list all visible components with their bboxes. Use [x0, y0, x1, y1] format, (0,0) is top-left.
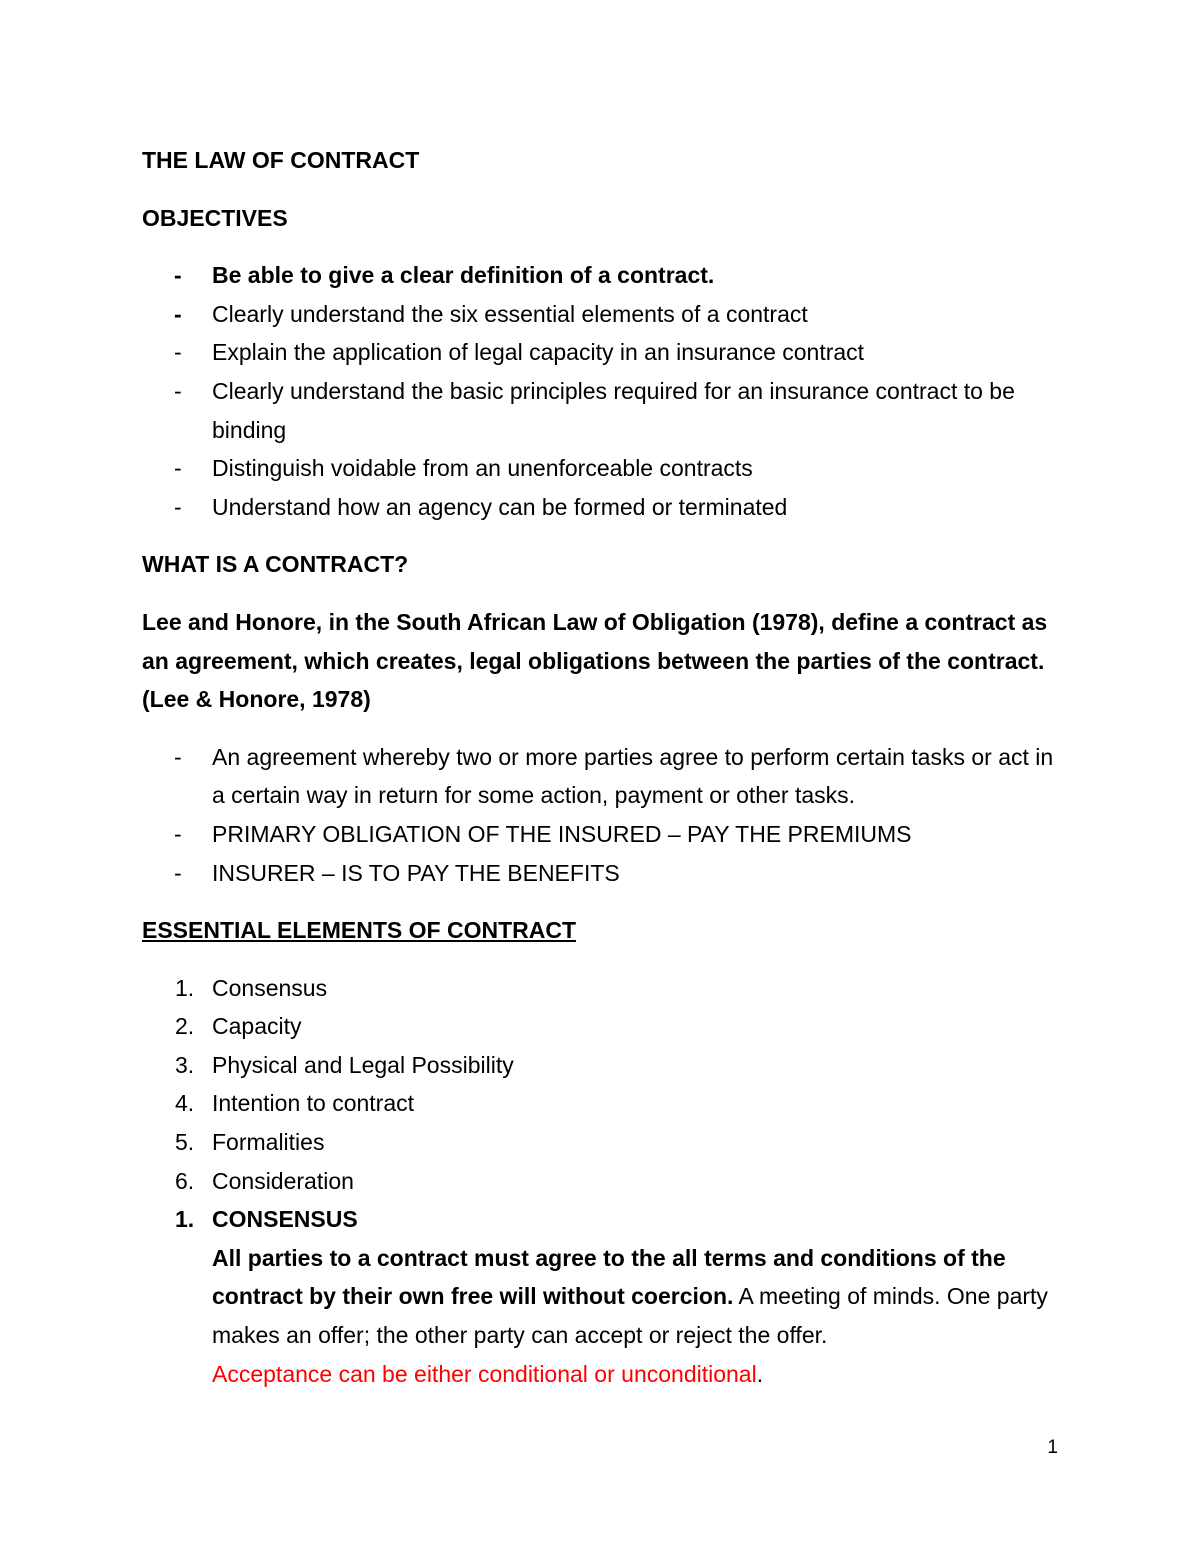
list-item — [142, 1007, 1062, 1046]
list-item — [142, 333, 1062, 372]
list-item — [142, 738, 1062, 815]
objective-text: Clearly understand the basic principles required for an insurance contract to be binding — [212, 377, 1015, 443]
dash-marker: - — [174, 377, 182, 404]
essential-elements-heading: ESSENTIAL ELEMENTS OF CONTRACT — [142, 917, 577, 944]
what-is-contract-heading: WHAT IS A CONTRACT? — [142, 551, 409, 578]
list-item — [142, 815, 1062, 854]
consensus-end-text: . — [756, 1360, 764, 1387]
element-text: Consensus — [212, 974, 328, 1001]
element-text: Intention to contract — [212, 1090, 415, 1117]
consensus-red-text: Acceptance can be either conditional or unconditional — [212, 1360, 757, 1387]
consensus-heading: CONSENSUS — [212, 1206, 358, 1233]
objectives-list — [142, 256, 1062, 526]
list-item — [142, 1123, 1062, 1162]
consensus-normal-text: A meeting of minds. One party makes an offer; the other party can accept or reject the offer. — [212, 1283, 1048, 1349]
dash-marker: - — [174, 820, 182, 847]
document-title: THE LAW OF CONTRACT — [142, 147, 420, 173]
consensus-body — [212, 1239, 1062, 1393]
number-marker: 2. — [175, 1013, 195, 1040]
list-item — [142, 1162, 1062, 1201]
objective-text: Explain the application of legal capacity in an insurance contract — [212, 339, 865, 366]
page-number: 1 — [1047, 1437, 1058, 1458]
objective-text: Clearly understand the six essential elements of a contract — [212, 300, 808, 327]
point-text: PRIMARY OBLIGATION OF THE INSURED – PAY THE PREMIUMS — [212, 820, 912, 847]
contract-definition: Lee and Honore, in the South African Law of Obligation (1978), define a contract as an agreement, which creates, legal obligations between the parties of the contract. (Lee & Honore, 1978) — [142, 608, 1048, 713]
list-item — [142, 854, 1062, 893]
element-text: Capacity — [212, 1013, 302, 1040]
list-item — [142, 295, 1062, 334]
list-item — [142, 449, 1062, 488]
element-text: Formalities — [212, 1129, 325, 1156]
number-marker: 6. — [175, 1167, 195, 1194]
dash-marker: - — [174, 493, 182, 520]
dash-marker: - — [174, 262, 182, 289]
dash-marker: - — [174, 859, 182, 886]
dash-marker: - — [174, 339, 182, 366]
list-item — [142, 372, 1062, 449]
number-marker: 3. — [175, 1051, 195, 1078]
page-content — [142, 141, 1062, 1393]
contract-points-list — [142, 738, 1062, 892]
objective-text: Understand how an agency can be formed or terminated — [212, 493, 788, 520]
objective-text: Distinguish voidable from an unenforceable contracts — [212, 455, 753, 482]
objectives-heading: OBJECTIVES — [142, 204, 288, 231]
list-item — [142, 1084, 1062, 1123]
element-text: Consideration — [212, 1167, 354, 1194]
point-text: An agreement whereby two or more parties agree to perform certain tasks or act in a certain way in return for some action, payment or other tasks. — [212, 743, 1054, 809]
point-text: INSURER – IS TO PAY THE BENEFITS — [212, 859, 620, 886]
number-marker: 5. — [175, 1129, 195, 1156]
consensus-section — [142, 1200, 1062, 1393]
number-marker: 1. — [175, 1206, 195, 1233]
list-item — [142, 1046, 1062, 1085]
list-item — [142, 256, 1062, 295]
consensus-bold-text: All parties to a contract must agree to the all terms and conditions of the contract by their own free will without coercion. — [212, 1244, 1006, 1310]
element-text: Physical and Legal Possibility — [212, 1051, 514, 1078]
dash-marker: - — [174, 300, 182, 327]
essential-elements-list — [142, 969, 1062, 1394]
number-marker: 4. — [175, 1090, 195, 1117]
dash-marker: - — [174, 455, 182, 482]
number-marker: 1. — [175, 974, 195, 1001]
list-item — [142, 488, 1062, 527]
list-item — [142, 969, 1062, 1008]
objective-text: Be able to give a clear definition of a contract. — [212, 262, 715, 289]
dash-marker: - — [174, 743, 182, 770]
